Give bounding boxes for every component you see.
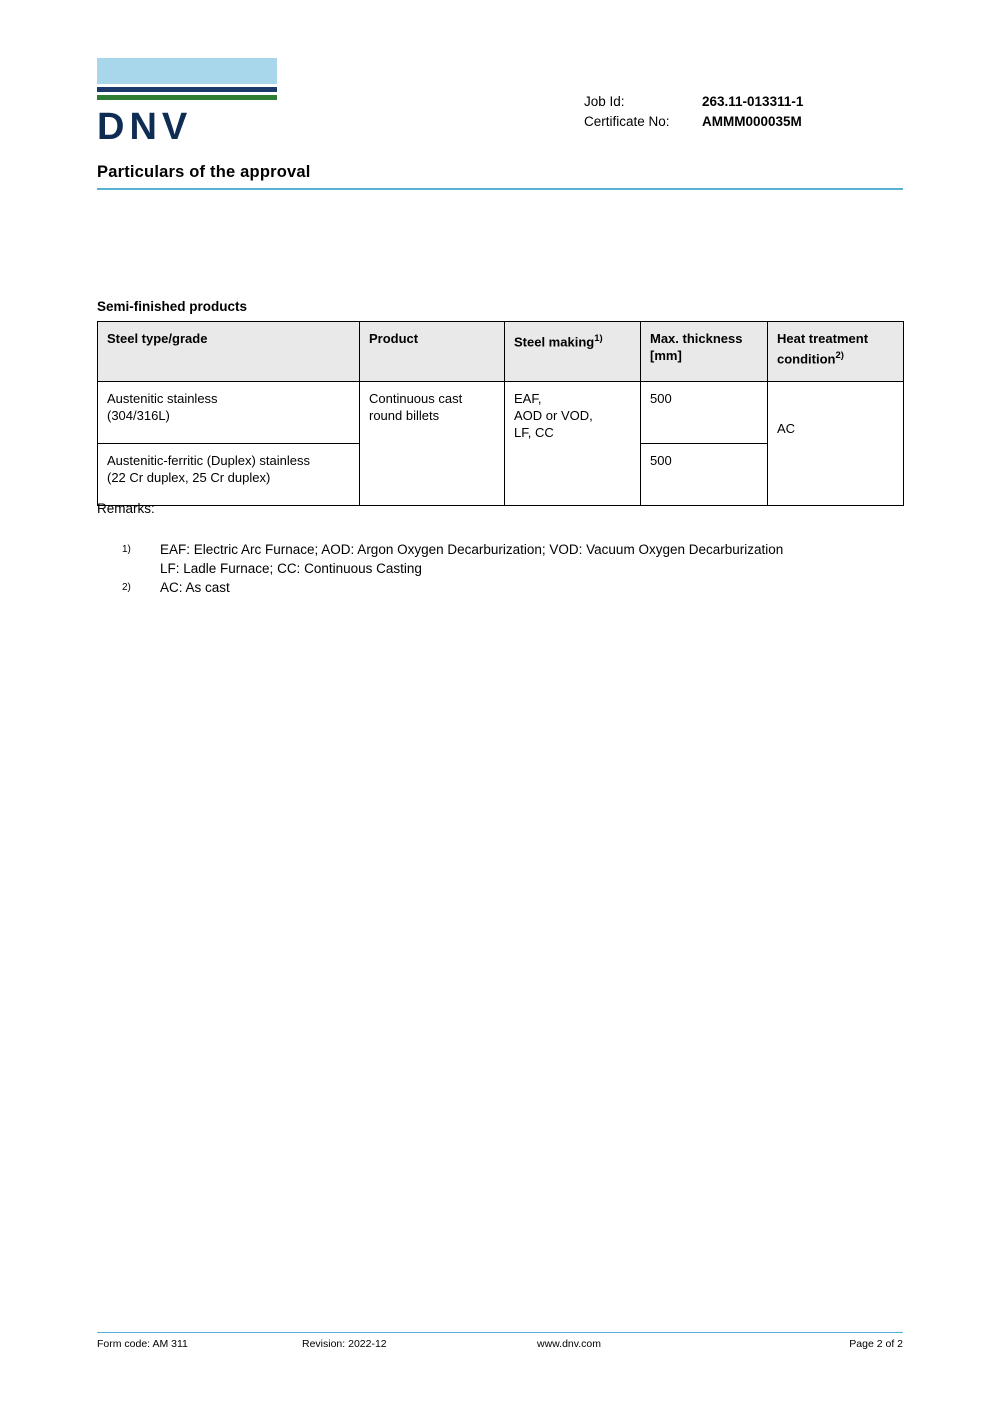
footer-revision: Revision: 2022-12 <box>302 1338 387 1350</box>
header-heat-treatment-footnote: 2) <box>835 350 844 361</box>
cell-steel-making <box>505 382 641 506</box>
approval-table <box>97 321 904 506</box>
list-item <box>122 578 783 597</box>
certificate-no-row <box>584 112 803 132</box>
cell-product <box>360 382 505 506</box>
table-caption: Semi-finished products <box>97 299 248 314</box>
remarks-title: Remarks: <box>97 501 155 516</box>
header-heat-treatment-line2: condition <box>777 351 836 367</box>
cell-max-thickness-2: 500 <box>641 444 768 506</box>
remark-marker-2: 2) <box>122 582 131 593</box>
certificate-no-label: Certificate No: <box>584 114 670 129</box>
steel-making-line2: AOD or VOD, <box>514 408 593 423</box>
logo-bar-cyan <box>97 58 277 84</box>
product-line1: Continuous cast <box>369 391 463 406</box>
steel-type-1-line1: Austenitic stainless <box>107 391 218 406</box>
remark-1-line1: EAF: Electric Arc Furnace; AOD: Argon Oxygen Decarburization; VOD: Vacuum Oxygen Decarburization <box>160 542 784 557</box>
footer-page-number: Page 2 of 2 <box>849 1338 903 1350</box>
logo-bar-green <box>97 95 277 100</box>
remark-marker-1: 1) <box>122 544 131 555</box>
steel-making-line1: EAF, <box>514 391 542 406</box>
header-steel-type <box>98 322 360 382</box>
dnv-logo <box>97 58 277 146</box>
list-item <box>122 540 783 578</box>
heat-treatment-value: AC <box>777 421 796 436</box>
steel-type-1-line2: (304/316L) <box>107 408 170 423</box>
certificate-no-value: AMMM000035M <box>702 114 802 129</box>
job-id-row <box>584 92 803 112</box>
footer-divider <box>97 1332 903 1333</box>
header-max-thickness-line2: [mm] <box>650 348 682 363</box>
remark-1-line2: LF: Ladle Furnace; CC: Continuous Casting <box>160 561 422 576</box>
remarks-list <box>122 540 783 597</box>
steel-type-2-line1: Austenitic-ferritic (Duplex) stainless <box>107 453 311 468</box>
cell-steel-type-1 <box>98 382 360 444</box>
job-id-value: 263.11-013311-1 <box>702 94 804 109</box>
product-line2: round billets <box>369 408 440 423</box>
page-title: Particulars of the approval <box>97 163 311 181</box>
header-steel-making-label: Steel making <box>514 334 595 350</box>
footer-form-code: Form code: AM 311 <box>97 1338 188 1350</box>
page-footer <box>97 1338 903 1350</box>
job-metadata <box>584 92 803 132</box>
section-header <box>97 163 903 190</box>
header-max-thickness <box>641 322 768 382</box>
remark-body-1 <box>160 540 783 578</box>
table-header-row <box>98 322 904 382</box>
cell-steel-type-2 <box>98 444 360 506</box>
steel-type-2-line2: (22 Cr duplex, 25 Cr duplex) <box>107 470 271 485</box>
cell-heat-treatment <box>768 382 904 506</box>
header-product <box>360 322 505 382</box>
approval-table-wrapper <box>97 321 903 506</box>
page-header <box>97 58 903 148</box>
header-heat-treatment-line1: Heat treatment <box>777 331 869 346</box>
remark-2-line1: AC: As cast <box>160 580 230 595</box>
header-steel-making <box>505 322 641 382</box>
cell-max-thickness-1: 500 <box>641 382 768 444</box>
section-divider <box>97 188 903 190</box>
footer-website: www.dnv.com <box>537 1338 601 1350</box>
steel-making-line3: LF, CC <box>514 425 554 440</box>
header-steel-making-footnote: 1) <box>594 333 603 344</box>
header-product-label: Product <box>369 331 419 346</box>
header-max-thickness-line1: Max. thickness <box>650 331 743 346</box>
header-steel-type-label: Steel type/grade <box>107 331 208 346</box>
table-row <box>98 382 904 444</box>
header-heat-treatment <box>768 322 904 382</box>
job-id-label: Job Id: <box>584 94 625 109</box>
logo-wordmark: DNV <box>97 106 193 148</box>
remark-body-2 <box>160 578 783 597</box>
